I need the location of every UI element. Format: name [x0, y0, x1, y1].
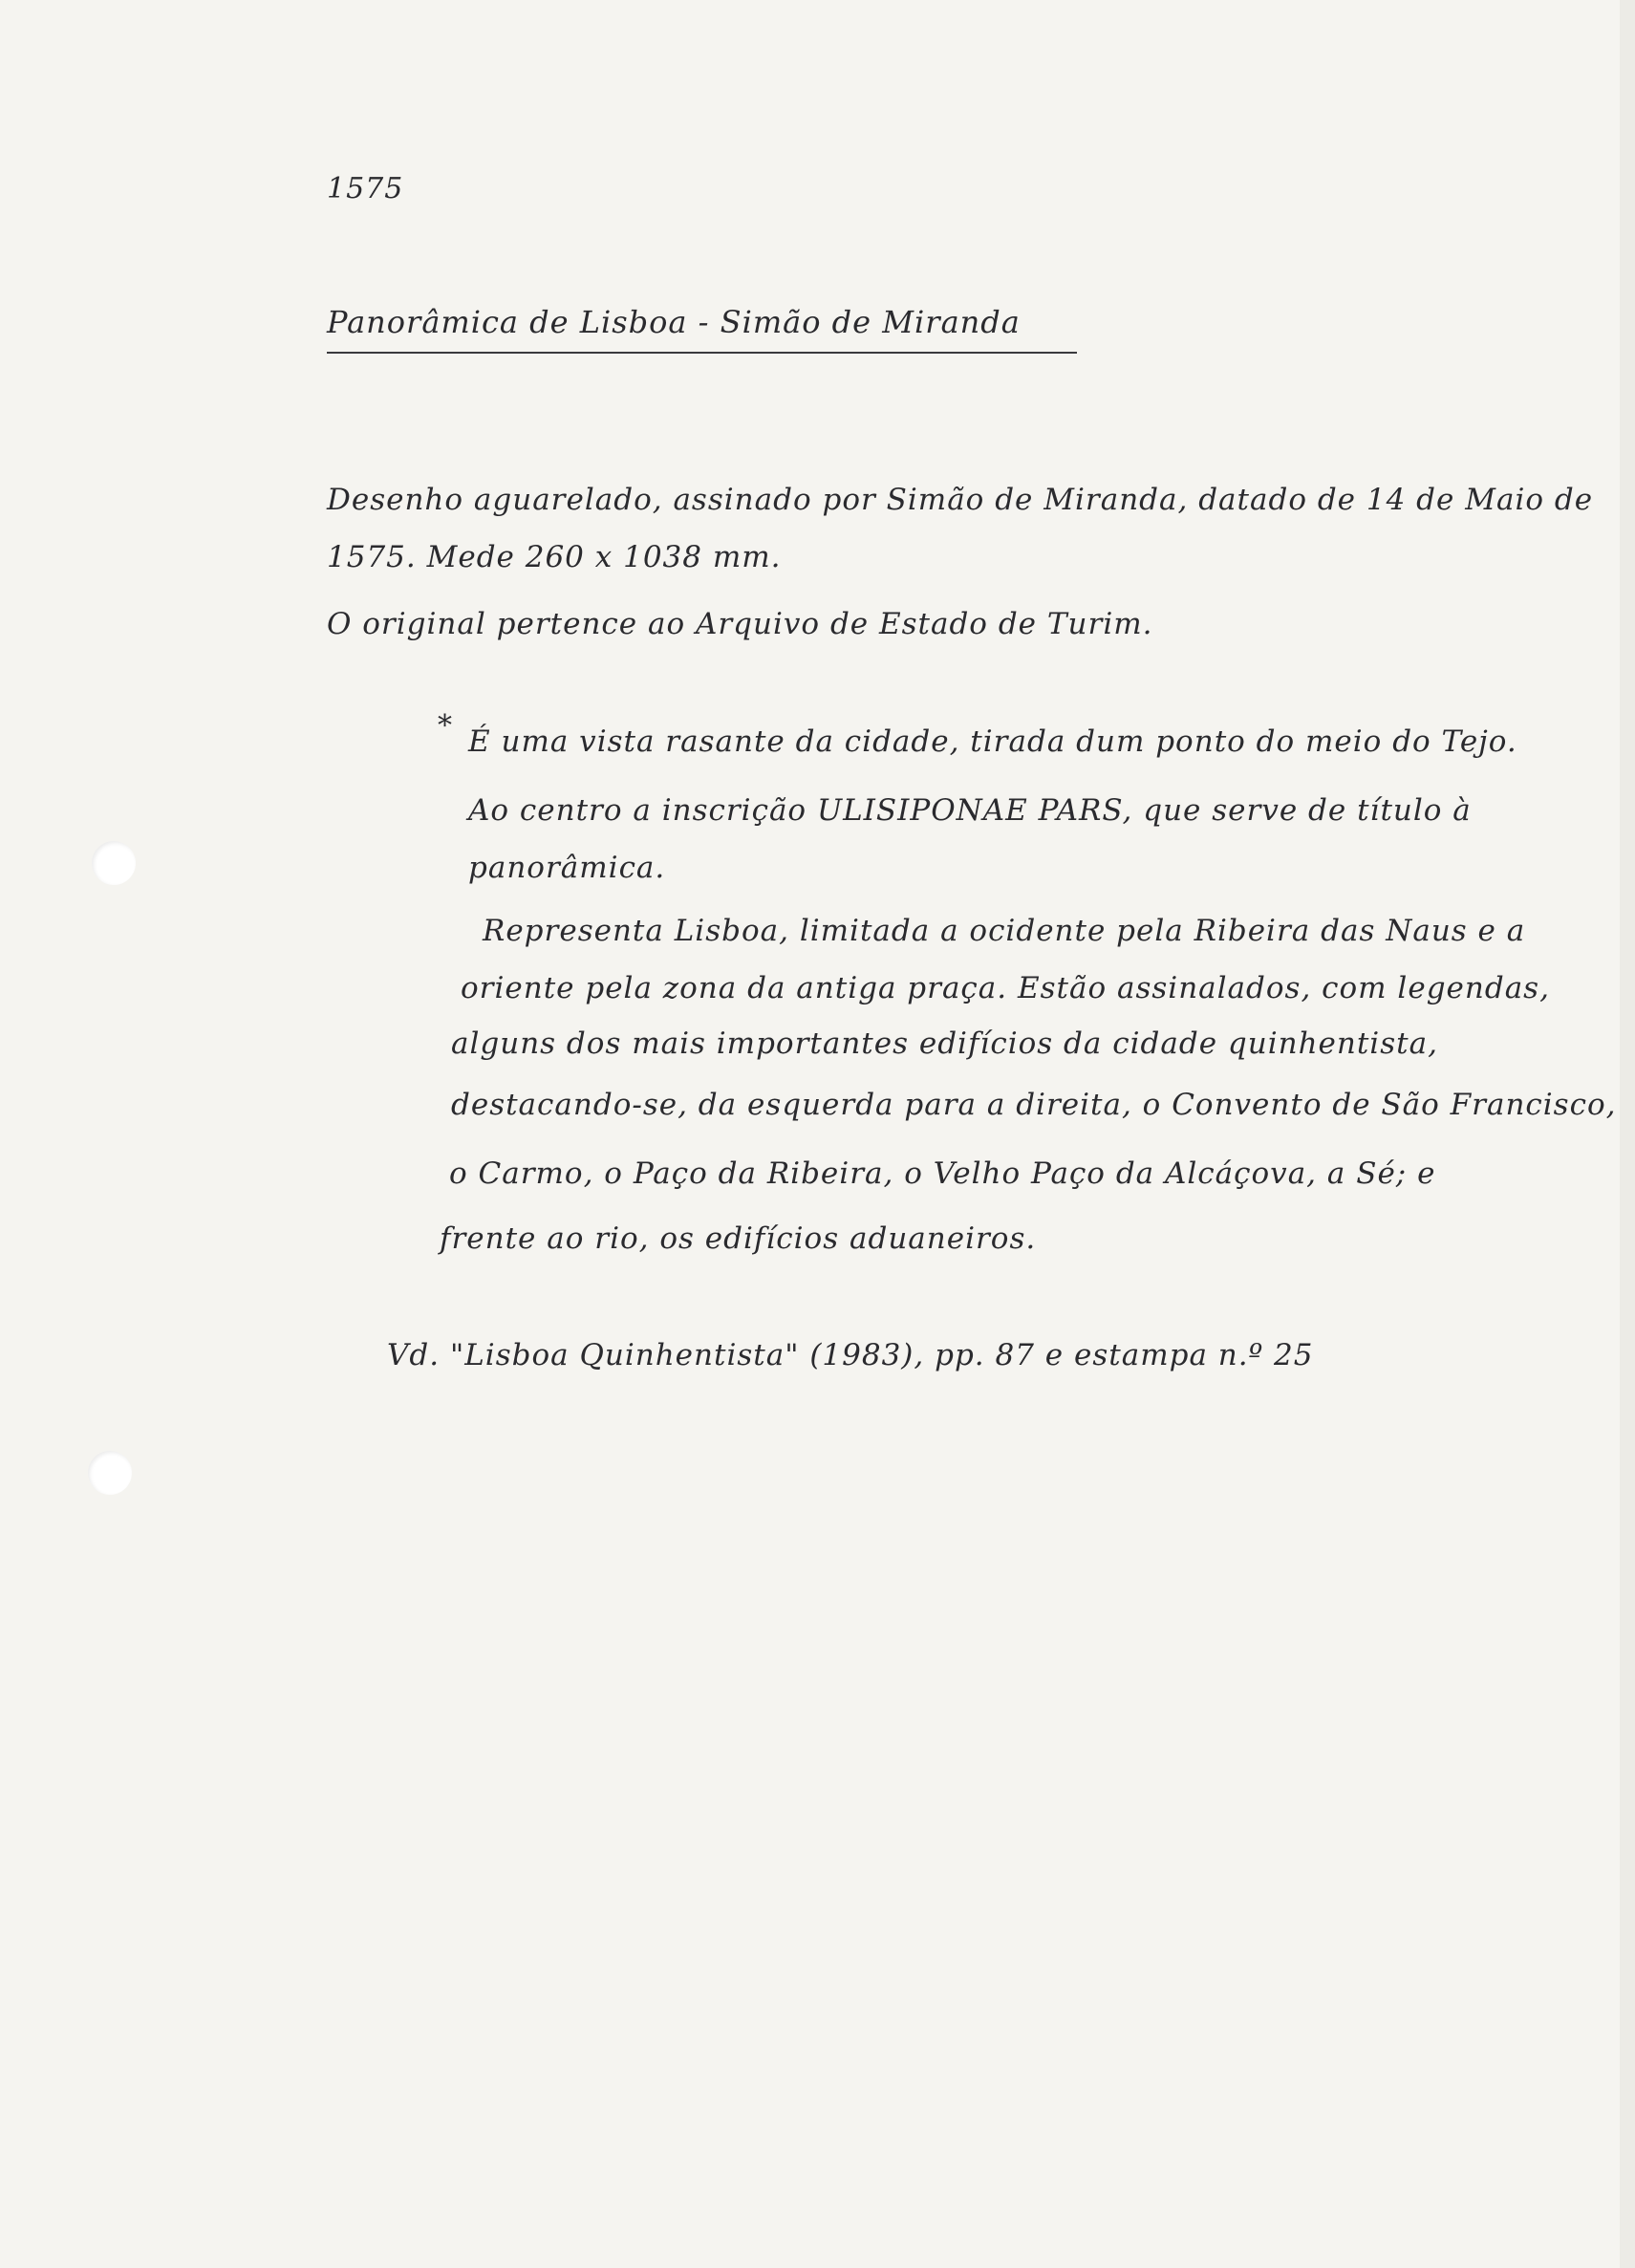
page-edge [1620, 0, 1635, 2268]
title-underline [327, 352, 1077, 354]
description-line: É uma vista rasante da cidade, tirada dum ponto do meio do Tejo. [468, 724, 1517, 759]
document-year: 1575 [327, 172, 404, 205]
description-line: Ao centro a inscrição ULISIPONAE PARS, que serve de título à [468, 793, 1472, 828]
description-line: Representa Lisboa, limitada a ocidente pela Ribeira das Naus e a [483, 914, 1526, 948]
bibliographic-reference: Vd. "Lisboa Quinhentista" (1983), pp. 87 e estampa n.º 25 [387, 1338, 1314, 1372]
intro-line: O original pertence ao Arquivo de Estado de Turim. [327, 607, 1153, 641]
punch-hole-bottom [88, 1451, 132, 1495]
description-line: frente ao rio, os edifícios aduaneiros. [440, 1221, 1037, 1256]
punch-hole-top [92, 841, 136, 885]
description-line: oriente pela zona da antiga praça. Estão assinalados, com legendas, [461, 971, 1550, 1005]
description-line: alguns dos mais importantes edifícios da cidade quinhentista, [451, 1026, 1438, 1061]
description-line: o Carmo, o Paço da Ribeira, o Velho Paço da Alcáçova, a Sé; e [449, 1156, 1436, 1191]
description-line: panorâmica. [468, 851, 666, 885]
description-line: destacando-se, da esquerda para a direita, o Convento de São Francisco, [451, 1088, 1617, 1122]
intro-line: 1575. Mede 260 x 1038 mm. [327, 540, 782, 574]
document-title: Panorâmica de Lisboa - Simão de Miranda [327, 304, 1021, 340]
intro-line: Desenho aguarelado, assinado por Simão de Miranda, datado de 14 de Maio de [327, 483, 1594, 517]
bullet-marker: * [438, 709, 453, 743]
